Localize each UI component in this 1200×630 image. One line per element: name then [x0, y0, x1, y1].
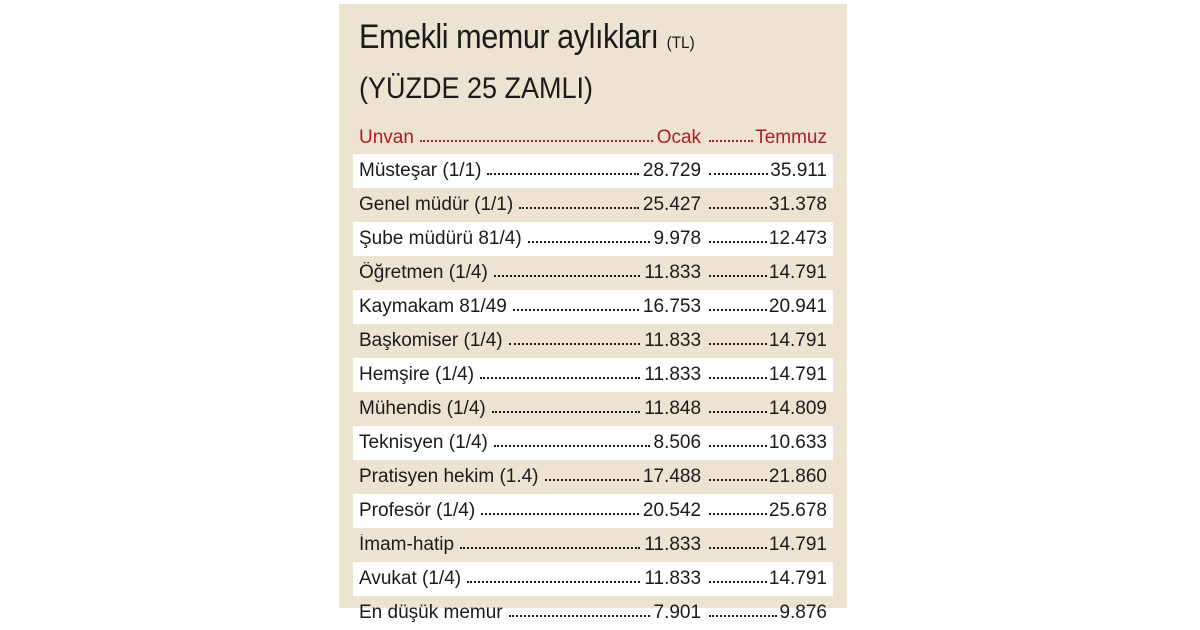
row-july-value: 35.911 — [770, 160, 827, 181]
table-row — [353, 256, 833, 290]
row-title: Şube müdürü 81/4) — [359, 228, 522, 249]
row-january-value: 11.833 — [644, 568, 702, 589]
dot-leader — [709, 445, 767, 447]
table-header — [353, 122, 833, 154]
title-text: Emekli memur aylıkları — [359, 18, 659, 56]
column-header-name: Unvan — [359, 127, 414, 148]
row-july-value: 10.633 — [768, 432, 827, 453]
table-row — [353, 494, 833, 528]
dot-leader — [709, 581, 767, 583]
dot-leader — [709, 275, 767, 277]
row-january-value: 8.506 — [653, 432, 702, 453]
dot-leader — [709, 343, 767, 345]
dot-leader — [709, 411, 767, 413]
dot-leader — [509, 343, 641, 345]
table-row — [353, 426, 833, 460]
row-july-value: 14.791 — [768, 330, 827, 351]
table-row — [353, 324, 833, 358]
dot-leader — [460, 547, 640, 549]
dot-leader — [709, 513, 767, 515]
row-july-value: 14.791 — [768, 534, 827, 555]
row-title: En düşük memur — [359, 602, 503, 623]
row-july-value: 14.791 — [768, 262, 827, 283]
dot-leader — [519, 207, 639, 209]
row-title: Teknisyen (1/4) — [359, 432, 488, 453]
dot-leader — [467, 581, 640, 583]
row-july-value: 9.876 — [779, 602, 827, 623]
row-january-value: 16.753 — [642, 296, 702, 317]
row-july-value: 21.860 — [768, 466, 827, 487]
row-july-value: 14.791 — [768, 568, 827, 589]
dot-leader — [492, 411, 641, 413]
dot-leader — [509, 615, 650, 617]
column-header-january: Ocak — [656, 127, 702, 148]
table-body — [353, 154, 833, 630]
dot-leader — [480, 377, 640, 379]
table-row — [353, 222, 833, 256]
table-row — [353, 596, 833, 630]
row-title: Avukat (1/4) — [359, 568, 462, 589]
table-row — [353, 358, 833, 392]
row-july-value: 31.378 — [768, 194, 827, 215]
row-january-value: 9.978 — [653, 228, 702, 249]
table-row — [353, 528, 833, 562]
row-january-value: 7.901 — [653, 602, 702, 623]
dot-leader — [709, 377, 767, 379]
dot-leader — [481, 513, 639, 515]
dot-leader — [487, 173, 638, 175]
dot-leader — [528, 241, 650, 243]
row-title: Pratisyen hekim (1.4) — [359, 466, 539, 487]
subtitle: (YÜZDE 25 ZAMLI) — [359, 72, 594, 105]
dot-leader — [709, 207, 767, 209]
dot-leader — [494, 275, 641, 277]
table-row — [353, 188, 833, 222]
dot-leader — [420, 140, 653, 142]
row-january-value: 28.729 — [642, 160, 702, 181]
row-title: Öğretmen (1/4) — [359, 262, 488, 283]
dot-leader — [709, 241, 767, 243]
row-january-value: 11.833 — [644, 330, 702, 351]
row-january-value: 17.488 — [642, 466, 702, 487]
dot-leader — [513, 309, 639, 311]
dot-leader — [545, 479, 639, 481]
salary-table-card — [339, 4, 847, 623]
salary-table — [353, 122, 833, 630]
row-title: İmam-hatip — [359, 534, 455, 555]
row-january-value: 25.427 — [642, 194, 702, 215]
row-july-value: 14.791 — [768, 364, 827, 385]
row-january-value: 11.833 — [644, 262, 702, 283]
row-july-value: 12.473 — [768, 228, 827, 249]
row-january-value: 11.833 — [644, 534, 702, 555]
row-title: Genel müdür (1/1) — [359, 194, 514, 215]
column-header-july: Temmuz — [755, 127, 827, 148]
dot-leader — [709, 173, 768, 175]
table-row — [353, 154, 833, 188]
table-row — [353, 290, 833, 324]
row-title: Profesör (1/4) — [359, 500, 476, 521]
row-july-value: 14.809 — [768, 398, 827, 419]
row-july-value: 20.941 — [768, 296, 827, 317]
title — [359, 18, 695, 62]
title-unit: (TL) — [666, 33, 695, 52]
row-title: Mühendis (1/4) — [359, 398, 486, 419]
table-row — [353, 392, 833, 426]
table-row — [353, 562, 833, 596]
row-title: Kaymakam 81/49 — [359, 296, 507, 317]
dot-leader — [709, 140, 753, 142]
dot-leader — [709, 479, 767, 481]
dot-leader — [494, 445, 650, 447]
dot-leader — [709, 615, 777, 617]
dot-leader — [709, 547, 767, 549]
table-row — [353, 460, 833, 494]
row-title: Başkomiser (1/4) — [359, 330, 503, 351]
row-july-value: 25.678 — [768, 500, 827, 521]
row-january-value: 11.833 — [644, 364, 702, 385]
dot-leader — [709, 309, 767, 311]
row-title: Müsteşar (1/1) — [359, 160, 482, 181]
row-january-value: 20.542 — [642, 500, 702, 521]
row-title: Hemşire (1/4) — [359, 364, 475, 385]
row-january-value: 11.848 — [644, 398, 702, 419]
